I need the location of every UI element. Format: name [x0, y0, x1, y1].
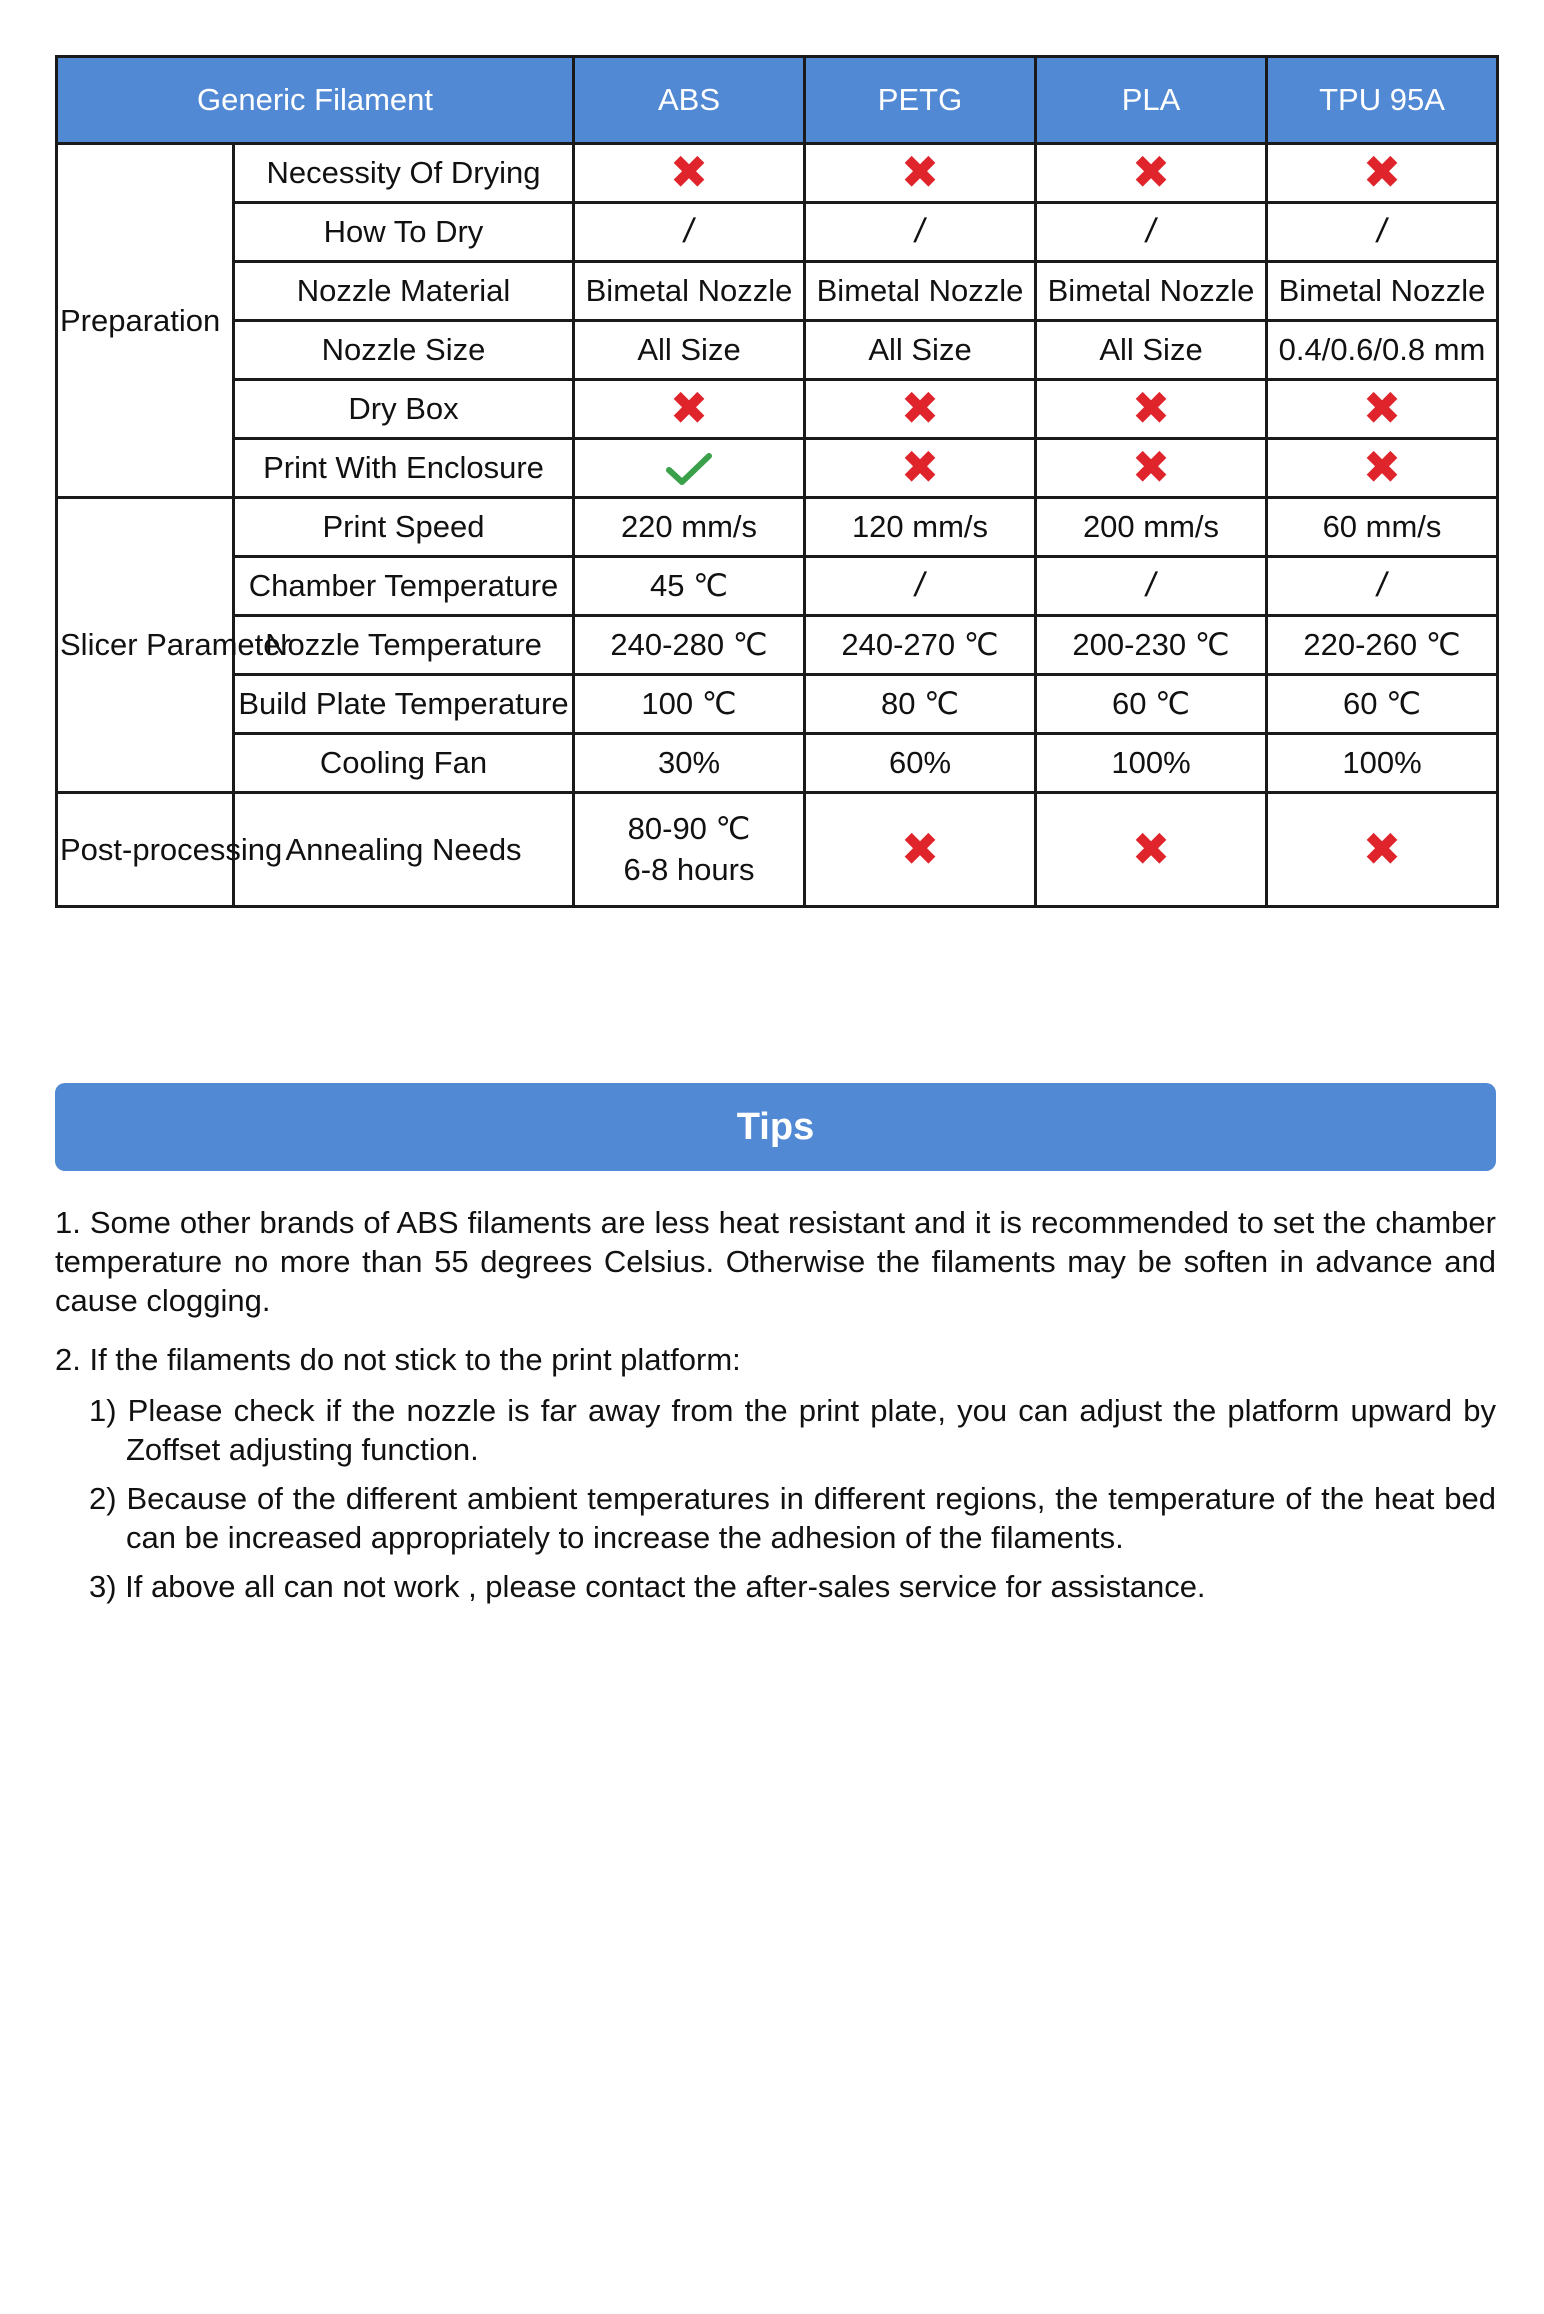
cell-pla: 100%	[1036, 734, 1267, 793]
section-label: Post-processing	[57, 793, 234, 907]
section-label: Preparation	[57, 144, 234, 498]
cell-tpu	[1267, 557, 1498, 616]
cell-tpu	[1267, 380, 1498, 439]
filament-spec-table-wrapper	[55, 55, 1496, 908]
value-text: /	[1374, 212, 1391, 251]
cell-abs: 30%	[574, 734, 805, 793]
cell-tpu	[1267, 439, 1498, 498]
cell-pla	[1036, 557, 1267, 616]
value-text: /	[1374, 566, 1391, 605]
header-petg: PETG	[805, 57, 1036, 144]
parameter-label: Nozzle Size	[234, 321, 574, 380]
cell-pla	[1036, 380, 1267, 439]
cell-abs: 80-90 ℃ 6-8 hours	[574, 793, 805, 907]
cell-pla: 200-230 ℃	[1036, 616, 1267, 675]
tip-subitem-2: 2) Because of the different ambient temperatures in different regions, the temperature of the heat bed can be increased appropriately to increase the adhesion of the filaments.	[89, 1481, 1496, 1556]
table-row	[57, 616, 1498, 675]
cell-tpu: Bimetal Nozzle	[1267, 262, 1498, 321]
cross-icon: ✖	[669, 382, 709, 435]
cross-icon: ✖	[669, 146, 709, 199]
cell-pla: 200 mm/s	[1036, 498, 1267, 557]
cross-icon: ✖	[1131, 146, 1171, 199]
parameter-label: Print With Enclosure	[234, 439, 574, 498]
cell-tpu: 100%	[1267, 734, 1498, 793]
cell-tpu: 60 mm/s	[1267, 498, 1498, 557]
value-text: /	[912, 566, 929, 605]
cell-tpu	[1267, 144, 1498, 203]
table-row	[57, 793, 1498, 907]
cell-petg	[805, 557, 1036, 616]
tips-banner	[55, 1083, 1496, 1171]
cell-petg	[805, 439, 1036, 498]
cell-abs: 220 mm/s	[574, 498, 805, 557]
parameter-label: Cooling Fan	[234, 734, 574, 793]
section-label: Slicer Parameter	[57, 498, 234, 793]
cross-icon: ✖	[1131, 441, 1171, 494]
tip-item-2: 2. If the filaments do not stick to the print platform:	[55, 1342, 741, 1378]
cell-petg: Bimetal Nozzle	[805, 262, 1036, 321]
table-header-row	[57, 57, 1498, 144]
tips-title: Tips	[736, 1105, 815, 1148]
cell-pla: 60 ℃	[1036, 675, 1267, 734]
table-row	[57, 144, 1498, 203]
check-icon	[665, 451, 713, 487]
parameter-label: Annealing Needs	[234, 793, 574, 907]
parameter-label: Chamber Temperature	[234, 557, 574, 616]
table-row	[57, 380, 1498, 439]
parameter-label: How To Dry	[234, 203, 574, 262]
parameter-label: Nozzle Material	[234, 262, 574, 321]
cell-abs: Bimetal Nozzle	[574, 262, 805, 321]
cross-icon: ✖	[1362, 382, 1402, 435]
table-row	[57, 321, 1498, 380]
cell-petg: 120 mm/s	[805, 498, 1036, 557]
cell-pla	[1036, 203, 1267, 262]
cell-petg	[805, 144, 1036, 203]
tip-item-1: 1. Some other brands of ABS filaments are less heat resistant and it is recommended to set the chamber temperature no more than 55 degrees Celsius. Otherwise the filaments may be soften in advance and cause clogging.	[55, 1205, 1496, 1319]
cross-icon: ✖	[1131, 822, 1171, 875]
cell-pla	[1036, 144, 1267, 203]
cross-icon: ✖	[1131, 382, 1171, 435]
cross-icon: ✖	[1362, 146, 1402, 199]
cell-petg: 80 ℃	[805, 675, 1036, 734]
cell-petg: 240-270 ℃	[805, 616, 1036, 675]
cell-pla: All Size	[1036, 321, 1267, 380]
cell-pla	[1036, 439, 1267, 498]
cell-abs: 100 ℃	[574, 675, 805, 734]
parameter-label: Nozzle Temperature	[234, 616, 574, 675]
table-row	[57, 439, 1498, 498]
table-row	[57, 203, 1498, 262]
value-text: /	[912, 212, 929, 251]
value-text: /	[1143, 212, 1160, 251]
cell-tpu: 0.4/0.6/0.8 mm	[1267, 321, 1498, 380]
cross-icon: ✖	[900, 822, 940, 875]
cell-abs	[574, 439, 805, 498]
table-row	[57, 734, 1498, 793]
parameter-label: Dry Box	[234, 380, 574, 439]
cross-icon: ✖	[900, 441, 940, 494]
cross-icon: ✖	[900, 146, 940, 199]
cell-petg	[805, 380, 1036, 439]
cell-tpu	[1267, 203, 1498, 262]
parameter-label: Necessity Of Drying	[234, 144, 574, 203]
cell-abs	[574, 144, 805, 203]
cell-abs	[574, 380, 805, 439]
cell-abs	[574, 203, 805, 262]
cross-icon: ✖	[1362, 441, 1402, 494]
cross-icon: ✖	[1362, 822, 1402, 875]
header-generic-filament: Generic Filament	[57, 57, 574, 144]
tip-subitem-1: 1) Please check if the nozzle is far away from the print plate, you can adjust the platform upward by Zoffset adjusting function.	[89, 1393, 1496, 1468]
table-row	[57, 498, 1498, 557]
cell-tpu	[1267, 793, 1498, 907]
cell-petg: All Size	[805, 321, 1036, 380]
tip-subitem-3: 3) If above all can not work , please contact the after-sales service for assistance.	[89, 1569, 1206, 1605]
cell-tpu: 60 ℃	[1267, 675, 1498, 734]
cross-icon: ✖	[900, 382, 940, 435]
header-pla: PLA	[1036, 57, 1267, 144]
cell-abs: All Size	[574, 321, 805, 380]
tips-list	[55, 1203, 1496, 1616]
cell-petg	[805, 203, 1036, 262]
header-abs: ABS	[574, 57, 805, 144]
cell-pla	[1036, 793, 1267, 907]
cell-petg: 60%	[805, 734, 1036, 793]
filament-spec-table	[55, 55, 1499, 908]
cell-petg	[805, 793, 1036, 907]
cell-abs: 240-280 ℃	[574, 616, 805, 675]
table-row	[57, 675, 1498, 734]
cell-pla: Bimetal Nozzle	[1036, 262, 1267, 321]
table-row	[57, 262, 1498, 321]
value-text: /	[1143, 566, 1160, 605]
parameter-label: Build Plate Temperature	[234, 675, 574, 734]
table-row	[57, 557, 1498, 616]
cell-tpu: 220-260 ℃	[1267, 616, 1498, 675]
header-tpu: TPU 95A	[1267, 57, 1498, 144]
parameter-label: Print Speed	[234, 498, 574, 557]
value-text: /	[681, 212, 698, 251]
cell-abs: 45 ℃	[574, 557, 805, 616]
